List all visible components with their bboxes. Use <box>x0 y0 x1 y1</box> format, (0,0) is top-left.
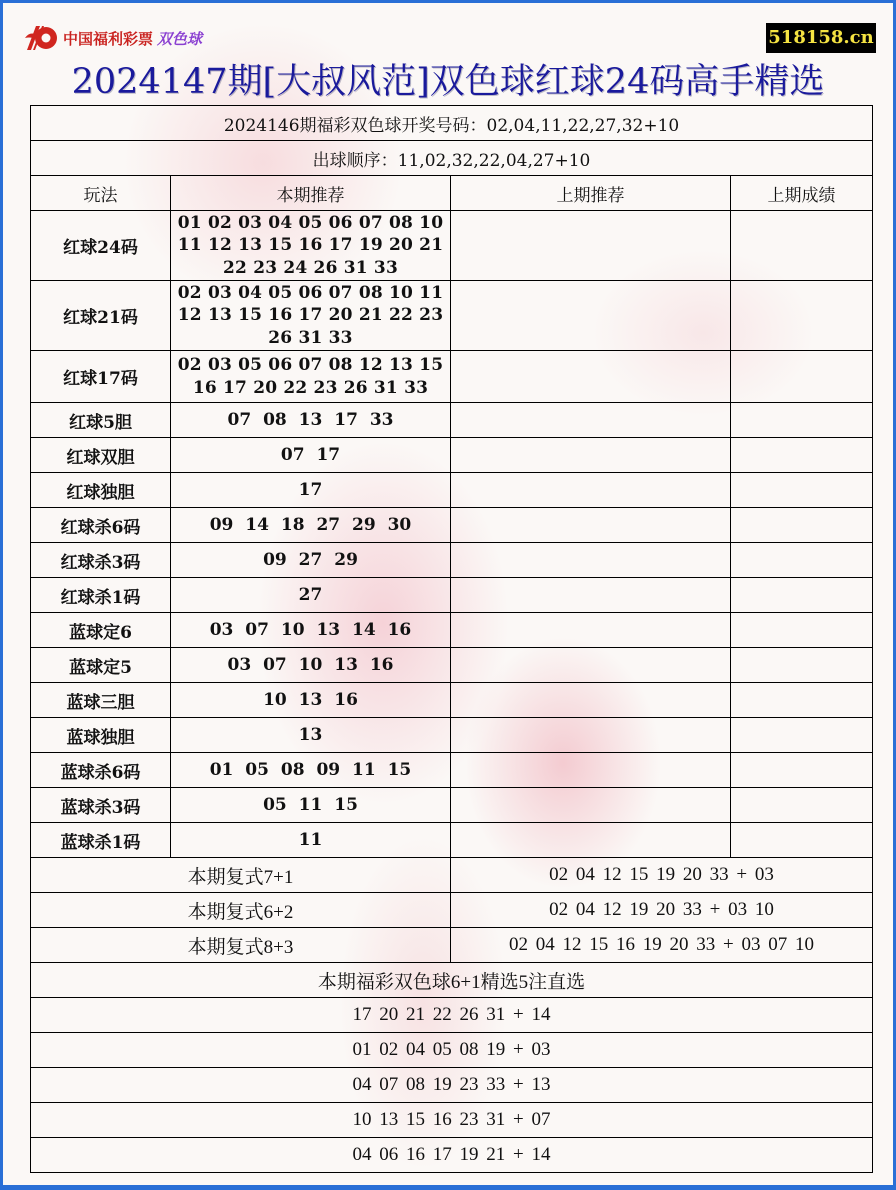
value-line: 22 23 24 26 31 33 <box>223 257 398 278</box>
row-prev <box>451 683 731 718</box>
logo-accent-text: 双色球 <box>157 29 203 48</box>
value-line: 01 02 03 04 05 06 07 08 10 <box>177 212 444 233</box>
row-prev <box>451 543 731 578</box>
compound-row <box>31 858 873 893</box>
row-value: 17 <box>171 473 451 508</box>
draw-order-row <box>31 141 873 176</box>
row-prev <box>451 351 731 403</box>
row-label: 蓝球三胆 <box>31 683 171 718</box>
table-row <box>31 543 873 578</box>
row-result <box>731 788 873 823</box>
table-row <box>31 508 873 543</box>
pick-row <box>31 998 873 1033</box>
row-label: 蓝球定6 <box>31 613 171 648</box>
draw-result-row <box>31 106 873 141</box>
row-value: 13 <box>171 718 451 753</box>
pick-value: 04 06 16 17 19 21 + 14 <box>31 1138 873 1173</box>
row-prev <box>451 438 731 473</box>
row-label: 红球24码 <box>31 211 171 281</box>
row-result <box>731 613 873 648</box>
row-value: 07 17 <box>171 438 451 473</box>
pick-row <box>31 1033 873 1068</box>
col-header-current: 本期推荐 <box>171 176 451 211</box>
table-row <box>31 403 873 438</box>
col-header-play: 玩法 <box>31 176 171 211</box>
row-value: 01 05 08 09 11 15 <box>171 753 451 788</box>
compound-row <box>31 928 873 963</box>
row-label: 红球杀6码 <box>31 508 171 543</box>
row-result <box>731 543 873 578</box>
value-line: 02 03 05 06 07 08 12 13 15 <box>177 355 444 375</box>
compound-label: 本期复式6+2 <box>31 893 451 928</box>
table-row <box>31 613 873 648</box>
row-label: 蓝球独胆 <box>31 718 171 753</box>
compound-label: 本期复式8+3 <box>31 928 451 963</box>
pick-row <box>31 1068 873 1103</box>
pick-row <box>31 1103 873 1138</box>
row-result <box>731 508 873 543</box>
compound-label: 本期复式7+1 <box>31 858 451 893</box>
pick-row <box>31 1138 873 1173</box>
site-badge: 518158.cn <box>766 23 876 53</box>
row-value: 05 11 15 <box>171 788 451 823</box>
table-row <box>31 648 873 683</box>
row-label: 红球21码 <box>31 281 171 351</box>
row-result <box>731 683 873 718</box>
row-label: 红球独胆 <box>31 473 171 508</box>
row-label: 红球双胆 <box>31 438 171 473</box>
row-result <box>731 823 873 858</box>
row-value <box>171 281 451 351</box>
row-value: 07 08 13 17 33 <box>171 403 451 438</box>
row-prev <box>451 613 731 648</box>
table-row <box>31 578 873 613</box>
column-header-row <box>31 176 873 211</box>
row-result <box>731 211 873 281</box>
table-row <box>31 438 873 473</box>
col-header-previous: 上期推荐 <box>451 176 731 211</box>
row-value: 03 07 10 13 14 16 <box>171 613 451 648</box>
row-prev <box>451 648 731 683</box>
row-result <box>731 438 873 473</box>
row-value: 09 27 29 <box>171 543 451 578</box>
table-row <box>31 753 873 788</box>
table-row <box>31 473 873 508</box>
compound-value: 02 04 12 15 19 20 33 + 03 <box>451 858 873 893</box>
row-label: 蓝球杀6码 <box>31 753 171 788</box>
row-label: 蓝球杀3码 <box>31 788 171 823</box>
row-value <box>171 351 451 403</box>
row-result <box>731 403 873 438</box>
row-prev <box>451 281 731 351</box>
draw-order: 出球顺序：11,02,32,22,04,27+10 <box>31 141 873 176</box>
row-prev <box>451 578 731 613</box>
row-label: 红球杀3码 <box>31 543 171 578</box>
pick-value: 17 20 21 22 26 31 + 14 <box>31 998 873 1033</box>
table-row <box>31 823 873 858</box>
row-value: 11 <box>171 823 451 858</box>
row-result <box>731 351 873 403</box>
table-row <box>31 788 873 823</box>
col-header-result: 上期成绩 <box>731 176 873 211</box>
row-label: 红球5胆 <box>31 403 171 438</box>
row-prev <box>451 788 731 823</box>
row-prev <box>451 718 731 753</box>
welfare-lottery-logo <box>23 23 202 53</box>
row-prev <box>451 823 731 858</box>
row-label: 红球17码 <box>31 351 171 403</box>
row-label: 蓝球定5 <box>31 648 171 683</box>
pick-value: 01 02 04 05 08 19 + 03 <box>31 1033 873 1068</box>
table-row <box>31 211 873 281</box>
prediction-table <box>30 105 873 1173</box>
page <box>3 3 893 1185</box>
table-row <box>31 718 873 753</box>
row-result <box>731 473 873 508</box>
row-prev <box>451 403 731 438</box>
row-result <box>731 718 873 753</box>
row-result <box>731 281 873 351</box>
row-value: 10 13 16 <box>171 683 451 718</box>
table-row <box>31 351 873 403</box>
value-line: 26 31 33 <box>268 327 353 348</box>
logo-text: 中国福利彩票 <box>63 29 154 48</box>
compound-value: 02 04 12 19 20 33 + 03 10 <box>451 893 873 928</box>
row-value: 09 14 18 27 29 30 <box>171 508 451 543</box>
page-title: 2024147期[大叔风范]双色球红球24码高手精选 <box>71 62 825 102</box>
compound-row <box>31 893 873 928</box>
row-value <box>171 211 451 281</box>
pick-value: 04 07 08 19 23 33 + 13 <box>31 1068 873 1103</box>
row-prev <box>451 473 731 508</box>
row-prev <box>451 508 731 543</box>
table-row <box>31 281 873 351</box>
row-label: 红球杀1码 <box>31 578 171 613</box>
row-result <box>731 648 873 683</box>
value-line: 12 13 15 16 17 20 21 22 23 <box>177 305 444 326</box>
row-label: 蓝球杀1码 <box>31 823 171 858</box>
lottery-logo-icon <box>23 24 59 52</box>
row-result <box>731 578 873 613</box>
row-prev <box>451 753 731 788</box>
picks-title-row <box>31 963 873 998</box>
draw-result: 2024146期福彩双色球开奖号码：02,04,11,22,27,32+10 <box>31 106 873 141</box>
row-prev <box>451 211 731 281</box>
row-result <box>731 753 873 788</box>
table-row <box>31 683 873 718</box>
pick-value: 10 13 15 16 23 31 + 07 <box>31 1103 873 1138</box>
picks-title: 本期福彩双色球6+1精选5注直选 <box>31 963 873 998</box>
value-line: 02 03 04 05 06 07 08 10 11 <box>177 282 444 303</box>
value-line: 11 12 13 15 16 17 19 20 21 <box>177 235 444 256</box>
value-line: 16 17 20 22 23 26 31 33 <box>192 377 429 398</box>
compound-value: 02 04 12 15 16 19 20 33 + 03 07 10 <box>451 928 873 963</box>
row-value: 03 07 10 13 16 <box>171 648 451 683</box>
row-value: 27 <box>171 578 451 613</box>
